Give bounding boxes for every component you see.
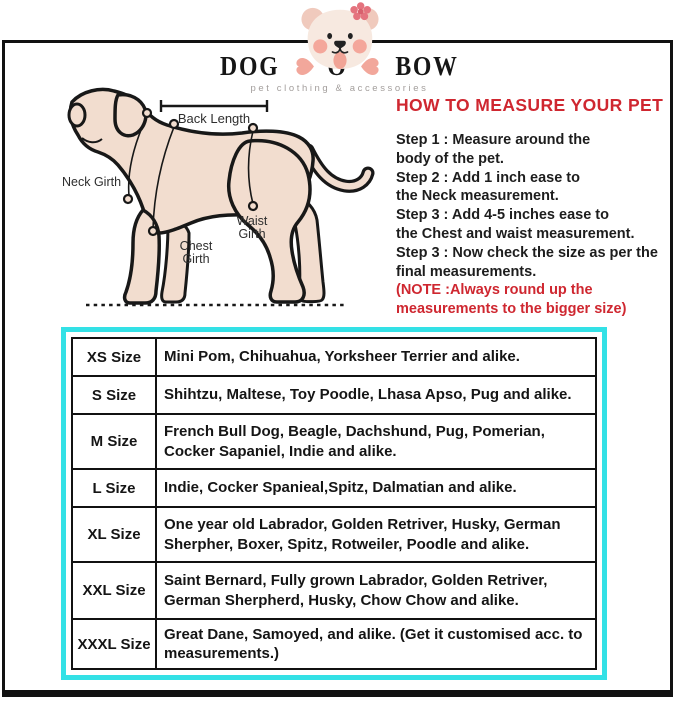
step-line: Step 1 : Measure around the [396,132,591,148]
size-cell: L Size [72,469,156,507]
table-row [72,338,596,376]
breeds-cell: Indie, Cocker Spanieal,Spitz, Dalmatian and alike. [156,469,596,507]
chest-girth-label: Girth [182,252,210,266]
neck-girth-label: Neck Girth [62,175,122,189]
note-line: measurements to the bigger size) [396,301,627,318]
dog-nose [69,104,85,126]
dog-near-front-leg [125,210,160,303]
back-length-label: Back Length [177,111,251,126]
step-line: Step 3 : Now check the size as per the [396,244,658,261]
chest-girth-label: Chest [179,239,213,253]
waist-girth-label: Girth [238,227,266,241]
breeds-cell: One year old Labrador, Golden Retriver, Husky, German Sherpher, Boxer, Spitz, Rotweiler, Poodle and alike. [156,507,596,562]
waist-girth-label: Waist [236,214,268,228]
table-row [72,376,596,414]
dog-diagram [56,86,386,314]
size-cell: S Size [72,376,156,414]
logo-word-bow: BOW [395,51,459,81]
size-table [71,337,597,670]
note-line: (NOTE :Always round up the [396,282,593,299]
table-row [72,469,596,507]
table-row [72,619,596,669]
dog-logo-icon [293,2,387,72]
breeds-cell: Great Dane, Samoyed, and alike. (Get it customised acc. to measurements.) [156,619,596,669]
step-line: the Neck measurement. [396,188,559,205]
logo-cheek-right [353,39,367,53]
size-cell: M Size [72,414,156,469]
breeds-cell: Mini Pom, Chihuahua, Yorksheer Terrier and alike. [156,338,596,376]
step-line: the Chest and waist measurement. [396,225,635,242]
step-line: final measurements. [396,263,537,280]
howto-title: HOW TO MEASURE YOUR PET [396,95,664,115]
dog-tail [308,150,368,186]
logo-tagline: pet clothing & accessories [250,83,429,94]
table-row [72,562,596,619]
size-cell: XL Size [72,507,156,562]
breeds-cell: French Bull Dog, Beagle, Dachshund, Pug, Pomerian, Cocker Sapaniel, Indie and alike. [156,414,596,469]
table-row [72,414,596,469]
logo-eye-right [348,33,353,39]
step-line: Step 2 : Add 1 inch ease to [396,169,580,186]
breeds-cell: Saint Bernard, Fully grown Labrador, Golden Retriver, German Sherpherd, Husky, Chow Chow and alike. [156,562,596,619]
table-row [72,507,596,562]
breeds-cell: Shihtzu, Maltese, Toy Poodle, Lhasa Apso, Pug and alike. [156,376,596,414]
logo-eye-left [327,33,332,39]
size-cell: XXXL Size [72,619,156,669]
howto-steps [396,131,668,319]
step-line: Step 3 : Add 4-5 inches ease to [396,207,609,224]
size-cell: XS Size [72,338,156,376]
size-table-border [61,327,607,680]
size-cell: XXL Size [72,562,156,619]
logo-tongue [333,52,346,69]
logo-cheek-left [313,39,327,53]
logo-word-dog: DOG [220,51,280,81]
step-line: body of the pet. [396,150,504,167]
